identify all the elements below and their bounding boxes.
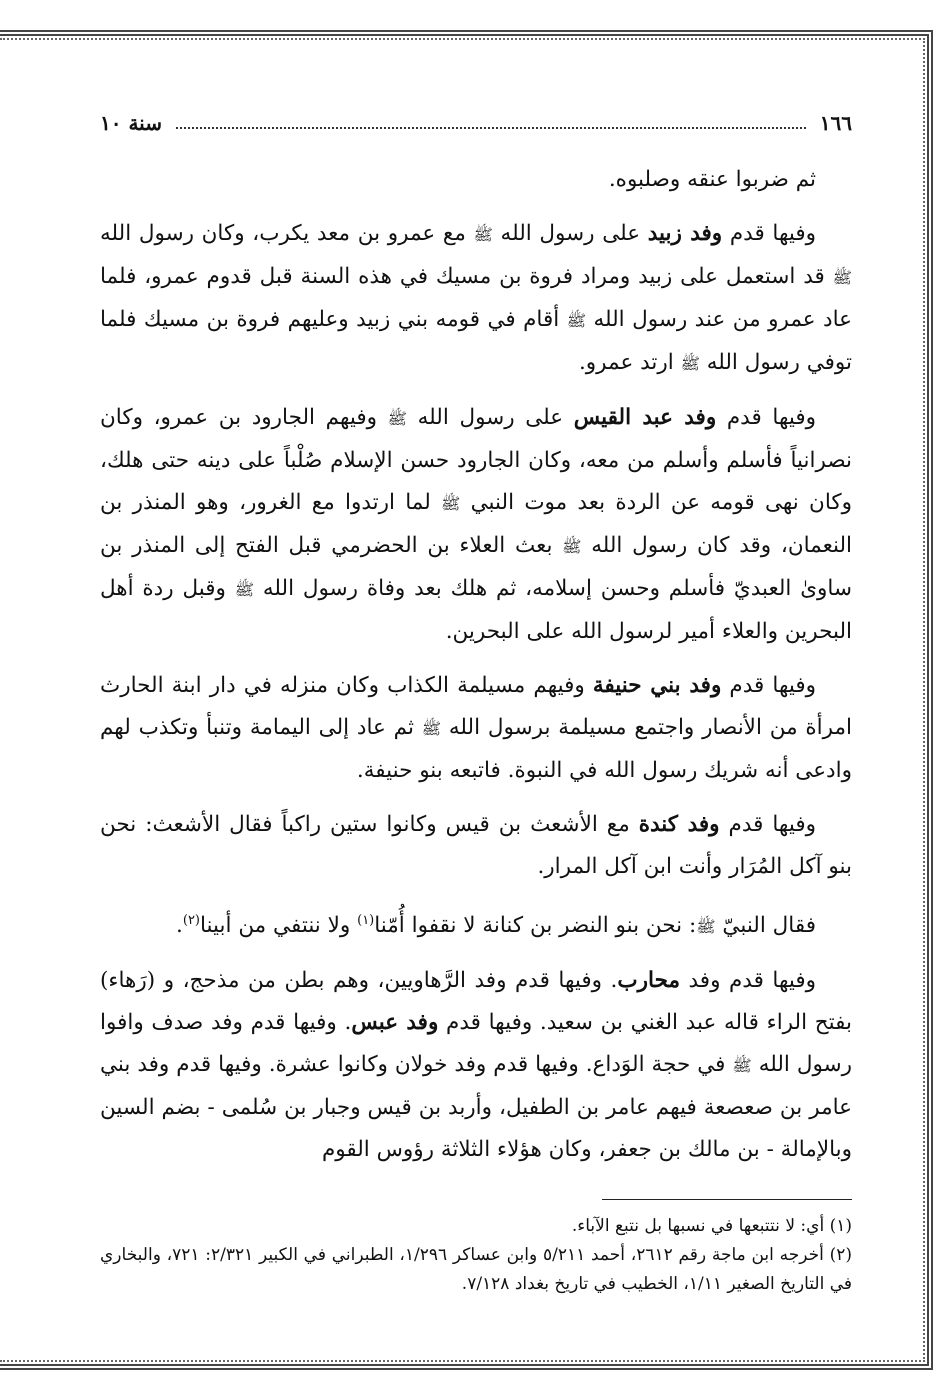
paragraph-0 <box>100 159 852 201</box>
text-run: مع عمرو بن معد يكرب، وكان رسول الله <box>100 221 474 246</box>
text-run: مع الأشعث بن قيس وكانوا ستين راكباً فقال الأشعث: نحن بنو آكل المُرَار وأنت ابن آكل المرار. <box>100 812 852 879</box>
salutation-glyph: ﷺ <box>732 1056 752 1076</box>
header-dotted-leader <box>176 127 806 129</box>
footnotes <box>100 1212 852 1299</box>
salutation-glyph: ﷺ <box>387 409 407 428</box>
paragraph-4 <box>100 804 852 888</box>
text-run: في حجة الوَداع. وفيها قدم وفد خولان وكانوا عشرة. وفيها قدم وفد بني عامر بن صعصعة فيهم عامر بن الطفيل، وأربد بن قيس وجبار بن سُلمى - بضم السين وبالإمالة - بن مالك بن جعفر، وكان هؤلاء الثلاثة رؤوس القوم <box>100 1052 852 1163</box>
footnote-separator <box>602 1199 852 1200</box>
salutation-glyph: ﷺ <box>566 311 587 330</box>
footnote-reference: (١) <box>357 913 375 928</box>
footnote-1: (١) أي: لا نتتبعها في نسبها بل نتبع الآباء. <box>571 1216 852 1237</box>
paragraph-2 <box>100 397 852 653</box>
bold-term: وفد كندة <box>638 812 720 837</box>
text-run: وفيها قدم <box>716 405 817 430</box>
text-run: على رسول الله <box>407 405 574 430</box>
bold-term: محارب <box>617 968 680 994</box>
footnote-2: (٢) أخرجه ابن ماجة رقم ٢٦١٢، أحمد ٥/٢١١ وابن عساكر ١/٢٩٦، الطبراني في الكبير ٢/٣٢١: ٧٢١، والبخاري في التاريخ الصغير ١/١١، الخطيب في تاريخ بغداد ٧/١٢٨. <box>100 1245 853 1295</box>
text-run: وفيهم الجارود بن عمرو، وكان نصرانياً فأسلم وأسلم من معه، وكان الجارود حسن الإسلام صُلْباً على دينه حتى هلك، وكان نهى قومه عن الردة بعد موت النبي <box>100 405 852 515</box>
salutation-glyph: ﷺ <box>562 537 582 556</box>
text-run: ارتد عمرو. <box>578 350 681 375</box>
text-run: . وفيها قدم وفد صدف وافوا رسول الله <box>100 1010 852 1078</box>
salutation-glyph: ﷺ <box>234 580 255 599</box>
text-run: . <box>176 913 183 939</box>
text-run: وفيها قدم وفد <box>679 968 816 994</box>
paragraph-3 <box>100 665 852 792</box>
text-run: وفيهم مسيلمة الكذاب وكان منزله في دار ابنة الحارث امرأة من الأنصار واجتمع مسيلمة برسول الله <box>100 673 852 740</box>
salutation-glyph: ﷺ <box>441 494 461 513</box>
text-run: ولا ننتفي من أبينا <box>200 913 358 939</box>
bold-term: وفد بني حنيفة <box>592 673 722 698</box>
salutation-glyph: ﷺ <box>832 268 852 287</box>
text-run: . وفيها قدم وفد الرَّهاويين، وهم بطن من مذحج، و (رَهاء) بفتح الراء قاله عبد الغني بن سعيد. وفيها قدم <box>100 968 852 1036</box>
text-run: بعث العلاء بن الحضرمي قبل الفتح إلى المنذر بن ساوىٰ العبديّ فأسلم وحسن إسلامه، ثم هلك بعد وفاة رسول الله <box>100 533 852 601</box>
salutation-glyph: ﷺ <box>421 719 442 738</box>
text-run: وفيها قدم <box>721 673 816 698</box>
bold-term: وفد زبيد <box>647 221 723 246</box>
text-run: ثم ضربوا عنقه وصلبوه. <box>608 167 816 192</box>
footnote-reference: (٢) <box>182 913 200 928</box>
salutation-glyph: ﷺ <box>680 354 700 373</box>
main-text <box>100 159 852 1171</box>
bold-term: وفد عبس <box>351 1010 439 1036</box>
text-run: لما ارتدوا مع الغرور، وهو المنذر بن النعمان، وقد كان رسول الله <box>100 490 852 558</box>
text-run: وفيها قدم <box>719 812 816 837</box>
text-run: فقال النبيّ <box>715 913 816 939</box>
text-run: أقام في قومه بني زبيد وعليهم فروة بن مسيك فلما توفي رسول الله <box>100 307 852 375</box>
bold-term: وفد عبد القيس <box>573 405 717 430</box>
text-run: ثم عاد إلى اليمامة وتنبأ وتكذب لهم وادعى أنه شريك رسول الله في النبوة. فاتبعه بنو حنيفة. <box>100 715 852 783</box>
text-run: قد استعمل على زبيد ومراد فروة بن مسيك في هذه السنة قبل قدوم عمرو، فلما عاد عمرو من عند رسول الله <box>100 264 852 332</box>
page-number: ١٦٦ <box>819 111 852 135</box>
year-label: سنة ١٠ <box>100 111 162 135</box>
page-content <box>100 95 852 1299</box>
salutation-glyph: ﷺ <box>473 225 493 244</box>
running-header <box>100 95 852 135</box>
text-run: : نحن بنو النضر بن كنانة لا نقفوا أُمّنا <box>374 913 697 939</box>
paragraph-5 <box>100 900 852 948</box>
text-run: وفيها قدم <box>722 221 817 246</box>
text-run: على رسول الله <box>492 221 648 246</box>
paragraph-6 <box>100 960 852 1171</box>
paragraph-1 <box>100 213 852 385</box>
text-run: وقبل ردة أهل البحرين والعلاء أمير لرسول الله على البحرين. <box>100 576 852 644</box>
salutation-glyph: ﷺ <box>696 917 716 937</box>
